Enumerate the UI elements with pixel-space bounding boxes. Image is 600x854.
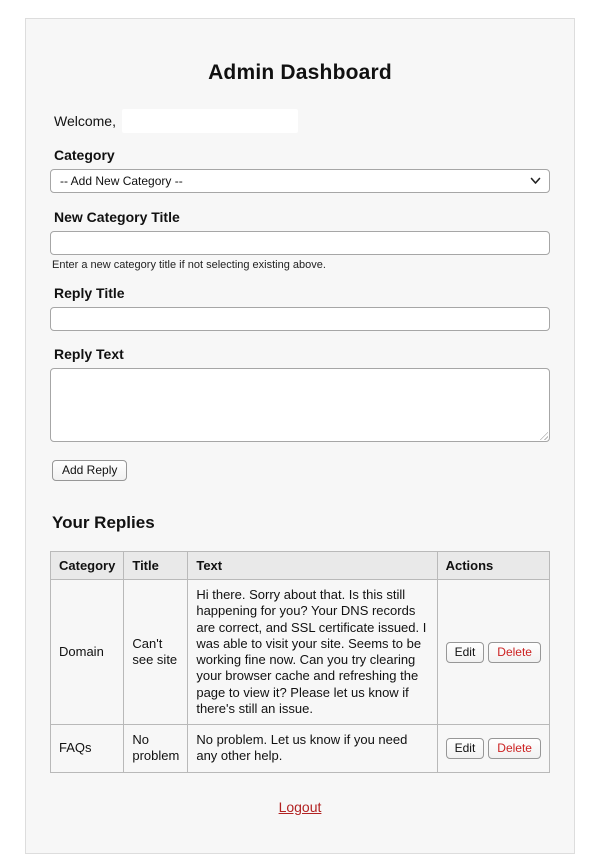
reply-text-textarea[interactable] bbox=[50, 368, 550, 442]
table-row bbox=[51, 580, 550, 725]
table-header-row bbox=[51, 552, 550, 580]
column-header-text: Text bbox=[188, 552, 437, 580]
new-category-title-input[interactable] bbox=[50, 231, 550, 255]
column-header-category: Category bbox=[51, 552, 124, 580]
replies-table bbox=[50, 551, 550, 773]
edit-button[interactable]: Edit bbox=[446, 738, 485, 759]
cell-category: FAQs bbox=[51, 725, 124, 773]
reply-text-wrap bbox=[50, 368, 550, 442]
category-selected-value: -- Add New Category -- bbox=[60, 174, 183, 188]
admin-dashboard-card bbox=[25, 18, 575, 854]
cell-category: Domain bbox=[51, 580, 124, 725]
cell-title: No problem bbox=[124, 725, 188, 773]
cell-text: No problem. Let us know if you need any other help. bbox=[188, 725, 437, 773]
page-title: Admin Dashboard bbox=[208, 61, 392, 84]
reply-text-label: Reply Text bbox=[54, 346, 124, 362]
cell-actions bbox=[437, 725, 549, 773]
category-label: Category bbox=[54, 147, 115, 163]
welcome-row bbox=[54, 109, 546, 133]
column-header-actions: Actions bbox=[437, 552, 549, 580]
welcome-label: Welcome, bbox=[54, 113, 116, 129]
delete-button[interactable]: Delete bbox=[488, 738, 541, 759]
cell-actions bbox=[437, 580, 549, 725]
chevron-down-icon bbox=[530, 177, 541, 185]
add-reply-button[interactable]: Add Reply bbox=[52, 460, 127, 481]
redacted-username bbox=[122, 109, 298, 133]
reply-title-label: Reply Title bbox=[54, 285, 125, 301]
new-category-title-label: New Category Title bbox=[54, 209, 180, 225]
reply-title-input[interactable] bbox=[50, 307, 550, 331]
new-category-help-text: Enter a new category title if not selecting existing above. bbox=[52, 259, 326, 271]
column-header-title: Title bbox=[124, 552, 188, 580]
category-select[interactable] bbox=[50, 169, 550, 193]
table-row bbox=[51, 725, 550, 773]
cell-title: Can't see site bbox=[124, 580, 188, 725]
logout-link[interactable]: Logout bbox=[278, 798, 322, 815]
edit-button[interactable]: Edit bbox=[446, 642, 485, 663]
logout-row bbox=[50, 799, 550, 817]
delete-button[interactable]: Delete bbox=[488, 642, 541, 663]
cell-text: Hi there. Sorry about that. Is this still happening for you? Your DNS records are correct, and SSL certificate issued. I was able to visit your site. Seems to be working fine now. Can you try clearing your browser cache and refreshing the page to view it? Please let us know if there's still an issue. bbox=[188, 580, 437, 725]
replies-heading: Your Replies bbox=[52, 513, 155, 532]
